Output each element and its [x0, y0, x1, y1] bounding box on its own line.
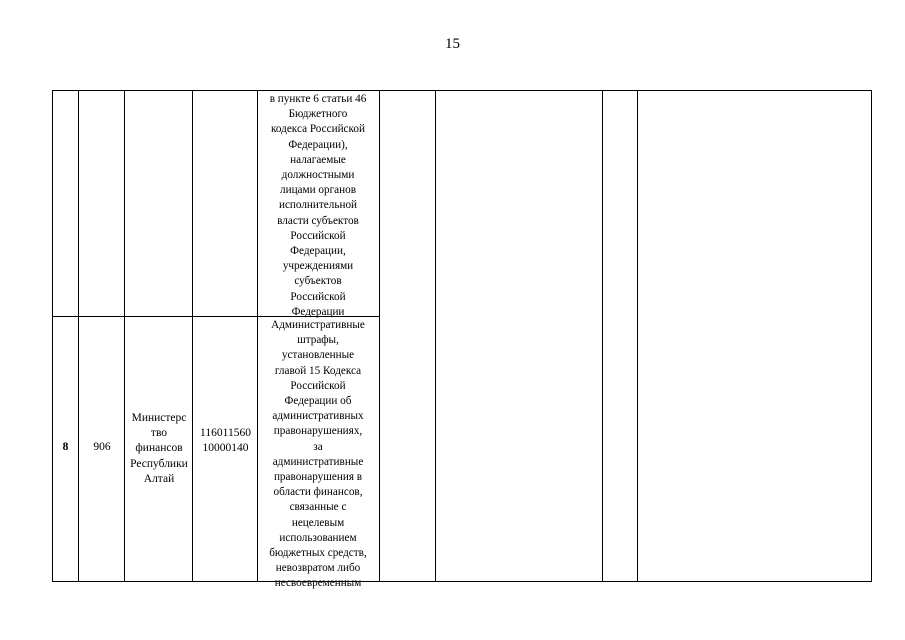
description-line: Российской — [290, 229, 346, 242]
description-line: Административные — [271, 319, 365, 331]
description-line: установленные — [281, 349, 355, 362]
description-line: главой 15 Кодекса — [274, 364, 362, 377]
table-bottom-border — [52, 581, 872, 582]
column-border — [871, 90, 872, 582]
description-line: правонарушения в — [273, 471, 363, 484]
column-border — [602, 90, 603, 582]
description-line: правонарушениях, — [273, 425, 363, 438]
description-line: должностными — [281, 169, 355, 182]
row-number: 8 — [62, 441, 69, 453]
budget-classification-code — [193, 426, 258, 456]
column-border — [257, 90, 258, 582]
description-line: Федерации), — [288, 138, 348, 151]
description-line: исполнительной — [278, 199, 358, 212]
column-border — [435, 90, 436, 582]
description-line: власти субъектов — [277, 214, 359, 227]
organization-line: Республики — [130, 457, 188, 470]
description-line: кодекса Российской — [271, 123, 365, 136]
description-line: налагаемые — [290, 153, 346, 166]
table-top-border — [52, 90, 872, 91]
description-line: административных — [272, 410, 364, 423]
column-border — [52, 90, 53, 582]
description-line: субъектов — [294, 275, 342, 288]
description-line: связанные с — [289, 501, 347, 514]
row-8-description — [259, 318, 377, 592]
description-line: лицами органов — [280, 184, 356, 197]
budget-table — [52, 90, 872, 590]
code-line: 10000140 — [202, 442, 249, 455]
column-border — [637, 90, 638, 582]
description-line: Федерации — [291, 305, 345, 318]
description-line: административные — [272, 455, 364, 468]
description-line: Российской — [290, 379, 346, 392]
page-number: 15 — [445, 36, 460, 52]
description-line: в пункте 6 статьи 46 — [269, 93, 367, 105]
description-line: штрафы, — [297, 334, 339, 347]
description-line: за — [313, 440, 323, 453]
description-line: нецелевым — [291, 516, 345, 529]
description-line: области финансов, — [273, 486, 363, 499]
column-border — [124, 90, 125, 582]
organization-line: финансов — [135, 442, 183, 455]
description-line: бюджетных средств, — [269, 547, 367, 560]
organization-line: тво — [150, 427, 168, 440]
organization-line: Алтай — [143, 472, 175, 485]
column-border — [78, 90, 79, 582]
description-line: невозвратом либо — [275, 562, 361, 575]
description-line: Бюджетного — [288, 108, 348, 121]
admin-code: 906 — [93, 441, 111, 453]
column-border — [379, 90, 380, 582]
description-line: использованием — [279, 531, 357, 544]
organization-name — [125, 411, 193, 487]
organization-line: Министерс — [131, 412, 187, 424]
description-line: несвоевременным — [274, 577, 362, 590]
description-line: Федерации об — [284, 395, 352, 408]
description-line: учреждениями — [282, 260, 354, 273]
column-border — [192, 90, 193, 582]
description-line: Российской — [290, 290, 346, 303]
row-1-description — [259, 92, 377, 320]
description-line: Федерации, — [290, 245, 346, 258]
code-line: 116011560 — [200, 427, 251, 439]
